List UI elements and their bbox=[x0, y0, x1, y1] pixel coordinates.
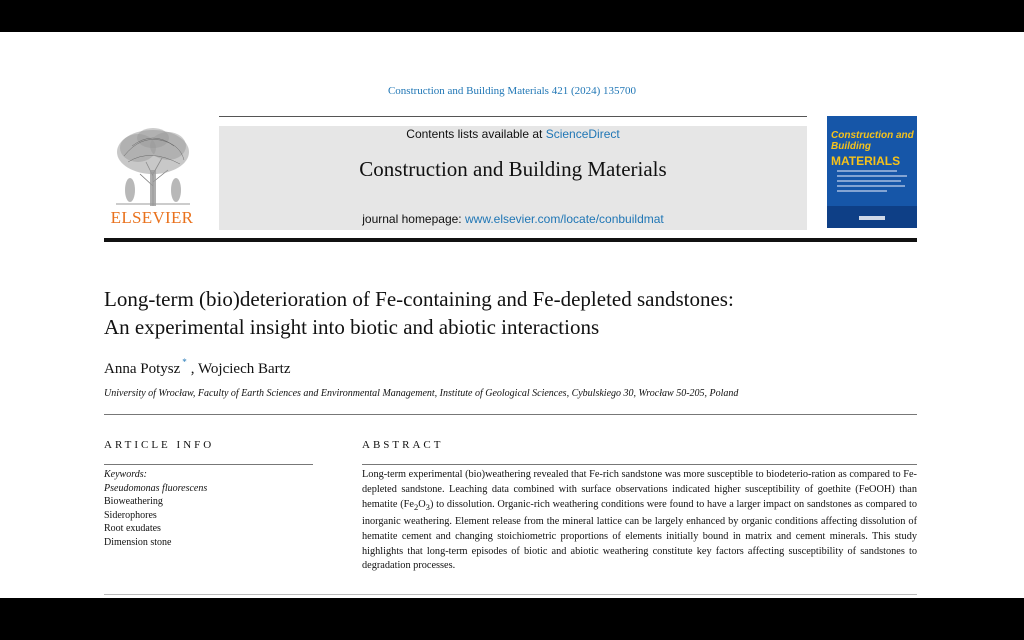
article-page bbox=[0, 32, 1024, 598]
abstract-part-1: Long-term experimental (bio)weathering revealed that Fe-rich sandstone was more susceptible to biodeterio-ration as compared to Fe-depleted sandstone. Leaching data combined with surface observations indicated higher susceptibility of goethite (FeOOH) than hematite (Fe bbox=[362, 469, 917, 510]
affiliation: University of Wrocław, Faculty of Earth Sciences and Environmental Management, Institute of Geological Sciences, Cybulskiego 30, Wrocław 50-205, Poland bbox=[104, 388, 739, 399]
header-thick-rule bbox=[104, 238, 917, 242]
keyword-item[interactable]: Dimension stone bbox=[104, 536, 172, 548]
author-bartz[interactable]: , Wojciech Bartz bbox=[190, 361, 291, 377]
citation-link[interactable]: Construction and Building Materials 421 (2024) 135700 bbox=[387, 85, 637, 97]
keyword-item[interactable]: Bioweathering bbox=[104, 496, 163, 507]
journal-title: Construction and Building Materials bbox=[359, 157, 667, 181]
keywords-label: Keywords: bbox=[104, 469, 147, 480]
abstract-subscript-1: 2 bbox=[413, 501, 419, 512]
keyword-item[interactable]: Root exudates bbox=[104, 523, 161, 534]
journal-homepage-link[interactable]: www.elsevier.com/locate/conbuildmat bbox=[464, 212, 664, 226]
header-top-rule bbox=[219, 116, 807, 117]
homepage-line bbox=[219, 212, 807, 226]
abstract-rule bbox=[362, 464, 917, 465]
cover-big-title: MATERIALS bbox=[831, 154, 901, 168]
article-info-rule bbox=[104, 464, 313, 465]
abstract-heading: ABSTRACT bbox=[362, 439, 444, 451]
contents-prefix: Contents lists available at bbox=[406, 127, 546, 141]
contents-line bbox=[219, 127, 807, 141]
abstract-text bbox=[362, 468, 917, 574]
elsevier-logo[interactable] bbox=[104, 126, 200, 232]
homepage-prefix: journal homepage: bbox=[362, 212, 465, 226]
abstract-part-2: O bbox=[418, 498, 426, 510]
journal-cover-image[interactable] bbox=[827, 116, 917, 228]
cover-title: Construction and Building bbox=[831, 130, 914, 152]
elsevier-tree-icon bbox=[110, 126, 196, 208]
abstract-subscript-2: 3 bbox=[425, 501, 430, 512]
keyword-item[interactable]: Siderophores bbox=[104, 509, 157, 521]
cover-publisher-mark bbox=[859, 216, 885, 220]
abstract-part-3: ) to dissolution. Organic-rich weathering conditions were found to have a larger impact on sandstones as compared to inorganic weathering. Element release from the mineral lattice can be largely enhanced by organic conditions affecting dissolution of hematite cement and changing stoichiometric proportions of elements initially bound in matrix and cement minerals. This study highlights that long-term episodes of biotic and abiotic weathering constitute key factors affecting susceptibility of sandstones to degradation processes. bbox=[362, 498, 917, 572]
article-info-heading: ARTICLE INFO bbox=[104, 439, 215, 451]
section-divider bbox=[104, 414, 917, 415]
sciencedirect-link[interactable]: ScienceDirect bbox=[545, 127, 620, 141]
article-title-line-1: Long-term (bio)deterioration of Fe-containing and Fe-depleted sandstones: bbox=[104, 287, 734, 311]
author-list bbox=[104, 357, 290, 378]
journal-header-box bbox=[219, 126, 807, 230]
article-title-line-2: An experimental insight into biotic and abiotic interactions bbox=[104, 315, 600, 339]
author-potysz[interactable]: Anna Potysz bbox=[104, 361, 181, 377]
elsevier-wordmark: ELSEVIER bbox=[110, 208, 194, 227]
keyword-item[interactable]: Pseudomonas fluorescens bbox=[104, 482, 208, 494]
cover-text-lines bbox=[837, 170, 907, 195]
keywords-block bbox=[104, 468, 207, 549]
bottom-rule bbox=[104, 594, 917, 595]
corresponding-author-marker[interactable]: * bbox=[182, 357, 187, 367]
article-title bbox=[104, 285, 904, 341]
